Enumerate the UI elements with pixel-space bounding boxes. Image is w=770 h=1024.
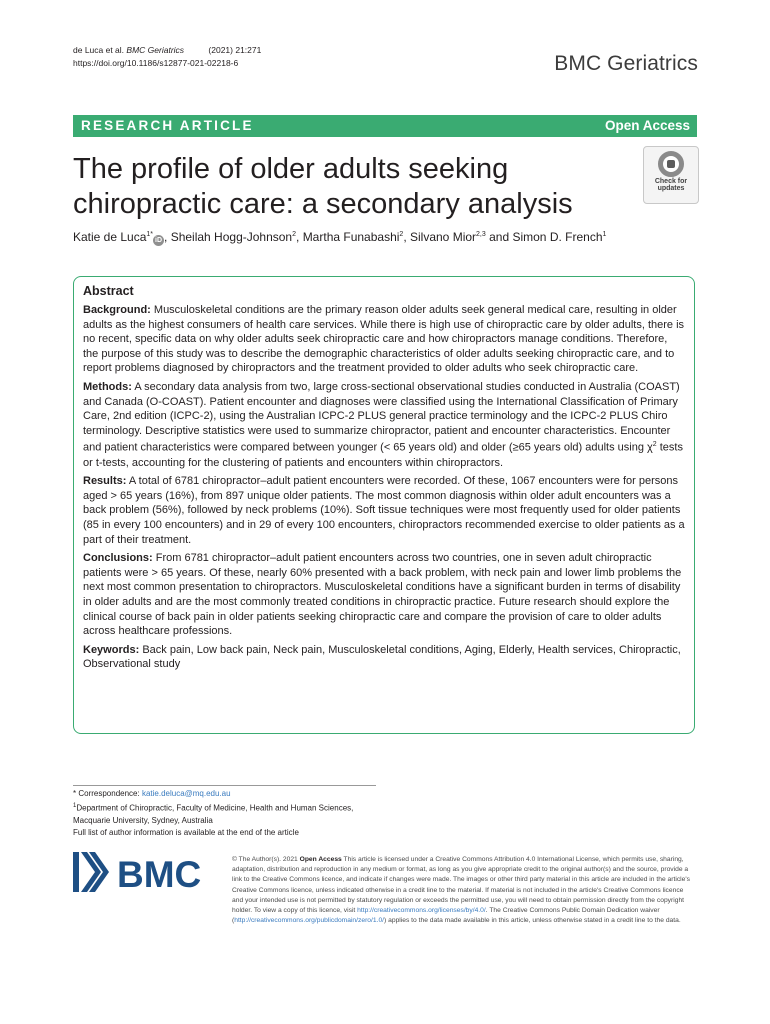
abstract-box [73,276,695,734]
abstract-keywords [83,643,685,672]
correspondence-line [73,788,373,800]
results-text: A total of 6781 chiropractor–adult patient encounters were recorded. Of these, 1067 encounters were for persons aged > 65 years (16%), from 897 unique older patients. The most common diagnosis within older adult encounters was a back problem (56%), followed by neck problems (10%). Soft tissue techniques were most frequently used for older patients (85 in every 100 encounters) and in 29 of every 100 encounters, chiropractors recommended exercise to older patients as a part of their treatment. [83,475,685,546]
article-title: The profile of older adults seeking chiropractic care: a secondary analysis [73,153,573,220]
author-list: Katie de Luca$^{1*}$iD , Sheilah Hogg-Johnson$^2$, Martha Funabashi$^2$, Silvano Mior$^{2,3}$ and Simon D. French$^1$ [73,230,607,244]
methods-sup: 2 [652,441,657,449]
background-label: Background: [83,304,151,316]
abstract-background [83,303,685,376]
citation-year-volume: (2021) 21:271 [208,45,262,55]
background-text: Musculoskeletal conditions are the primary reason older adults seek general medical care, resulting in older adults as the highest consumers of health care services. While there is high use of chiropractic care by older adults, there is no recent, specific data on why older adults seek chiropractic care and how chiropractors manage conditions. Therefore, the purpose of this study was to describe the demographic characteristics of older adults seeking chiropractic care, and to report problems diagnosed by chiropractors and the treatment provided to older adults who seek chiropractic care. [83,304,685,375]
journal-logo: BMC Geriatrics [554,52,698,75]
correspondence-label: * Correspondence: [73,789,140,798]
check-for-updates-button[interactable] [643,146,699,204]
check-updates-line2: updates [657,185,685,192]
license-link-by[interactable]: http://creativecommons.org/licenses/by/4.0/ [357,907,486,915]
check-updates-icon [658,151,684,177]
author-name[interactable]: Sheilah Hogg-Johnson [170,230,293,244]
affiliation-sup: 1 [73,803,77,809]
check-updates-line1: Check for [654,178,688,185]
methods-text-a: A secondary data analysis from two, large cross-sectional observational studies conducted in Australia (COAST) and Canada (O-COAST). Patient encounter and diagnoses were classified using the International Classification of Primary Care, 2nd edition (ICPC-2), using the Australian ICPC-2 PLUS general practice terminology and the ICPC-2 PLUS Chiro terminology. Descriptive statistics were used to summarize chiropractor, patient and encounter characteristics. Encounter and patient characteristics were compared between younger (< 65 years old) and older (≥65 years old) adults using χ [83,380,680,454]
correspondence-block [73,788,373,839]
conclusions-text: From 6781 chiropractor–adult patient encounters across two countries, one in seven adult chiropractic patients were > 65 years. Of these, nearly 60% presented with a back problem, with neck pain and lower limb problems the next most common presentation to chiropractors. Musculoskeletal conditions have a significant burden in terms of disability in older adults and are the most commonly treated conditions in chiropractic practice. Future research should explore the clinical course of back pain in older patients seeking chiropractic care and compare the provision of care to older adults across healthcare professions. [83,552,682,638]
license-part4: ) applies to the data made available in this article, unless otherwise stated in a credit line to the data. [384,917,681,925]
article-type-banner [73,115,697,137]
abstract-methods [83,380,685,470]
bmc-logo-text: BMC [117,854,202,895]
author-name[interactable]: Katie de Luca [73,230,147,244]
author-name[interactable]: Martha Funabashi [302,230,400,244]
keywords-text: Back pain, Low back pain, Neck pain, Musculoskeletal conditions, Aging, Elderly, Health services, Chiropractic, Observational study [83,643,681,671]
bmc-logo [73,850,219,896]
doi-link[interactable]: https://doi.org/10.1186/s12877-021-02218-6 [73,58,239,68]
author-name[interactable]: Silvano Mior [410,230,477,244]
author-affil: 2,3 [476,231,486,238]
footnote-divider [73,785,376,786]
affiliation-line [73,800,373,827]
conclusions-label: Conclusions: [83,552,153,565]
correspondence-email-link[interactable]: katie.deluca@mq.edu.au [141,789,231,798]
author-affil: 2 [292,231,297,238]
citation-authors: de Luca et al. [73,45,125,55]
license-open-access: Open Access [299,856,342,863]
open-access-label: Open Access [604,118,690,133]
license-link-zero[interactable]: http://creativecommons.org/publicdomain/zero/1.0/ [234,917,385,925]
abstract-results [83,474,685,547]
author-affil: 1 [602,231,607,238]
citation-journal: BMC Geriatrics [126,45,185,55]
article-type-label: RESEARCH ARTICLE [81,118,254,133]
license-part1: © The Author(s). 2021 [232,856,300,863]
full-author-info-note: Full list of author information is available at the end of the article [73,827,299,837]
methods-label: Methods: [83,380,132,393]
author-name[interactable]: Simon D. French [512,230,603,244]
author-affil: 2 [399,231,404,238]
license-part3: . The Creative Commons Public Domain Dedication waiver ( [232,907,660,925]
abstract-heading: Abstract [83,284,134,298]
keywords-label: Keywords: [83,643,140,656]
affiliation-text: Department of Chiropractic, Faculty of Medicine, Health and Human Sciences, Macquarie University, Sydney, Australia [73,803,354,825]
results-label: Results: [83,475,127,488]
methods-text-b: tests or t-tests, accounting for the clustering of patients and encounters within chiropractors. [83,442,683,469]
abstract-conclusions [83,551,685,639]
license-text [232,855,696,926]
license-part2: This article is licensed under a Creative Commons Attribution 4.0 International License, which permits use, sharing, adaptation, distribution and reproduction in any medium or format, as long as you give appropriate credit to the original author(s) and the source, provide a link to the Creative Commons licence, and indicate if changes were made. The images or other third party material in this article are included in the article's Creative Commons licence, unless indicated otherwise in a credit line to the material. If material is not included in the article's Creative Commons licence and your intended use is not permitted by statutory regulation or exceeds the permitted use, you will need to obtain permission directly from the copyright holder. To view a copy of this licence, visit [232,856,690,915]
author-affil: 1* [146,231,154,238]
citation-line [73,44,261,57]
orcid-icon[interactable]: iD [155,237,163,244]
citation-header [73,44,261,70]
